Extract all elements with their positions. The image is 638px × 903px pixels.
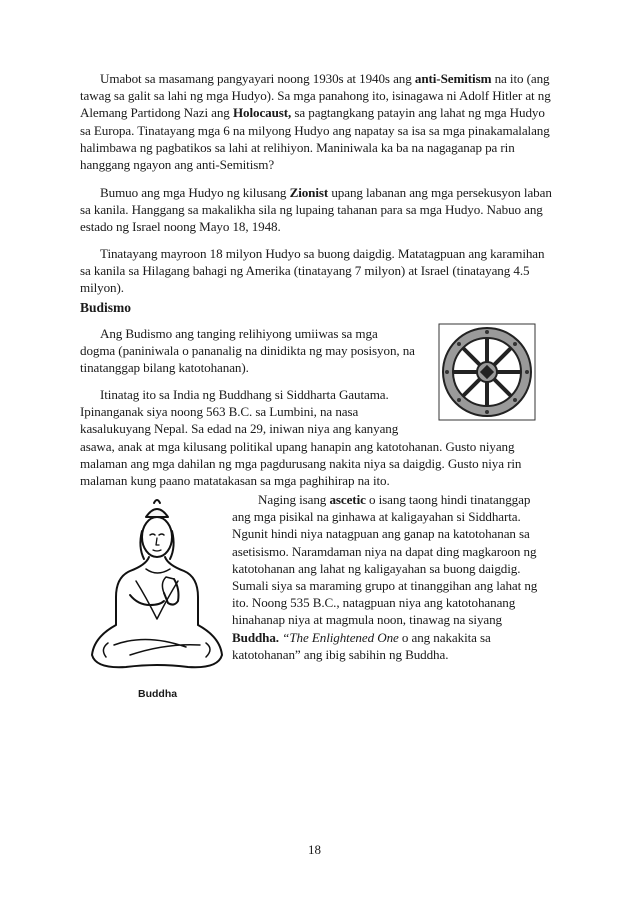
- text-line: tinatanggap bilang katotohanan).: [80, 360, 249, 376]
- text: Bumuo ang mga Hudyo ng kilusang: [100, 185, 290, 200]
- page-number: 18: [308, 842, 321, 857]
- text: Naging isang: [258, 492, 330, 507]
- paragraph-ascetic: [232, 491, 562, 663]
- paragraph-zionist: [80, 184, 558, 236]
- image-caption: Buddha: [138, 688, 178, 700]
- text: upang labanan ang mga persekusyon laban sa kanila. Hanggang sa makalikha sila ng lupaing tahanan para sa mga Hudyo. Nabuo ang estado ng Israel noong Mayo 18, 1948.: [80, 185, 552, 235]
- text-line: Ipinanganak siya noong 563 B.C. sa Lumbini, na nasa: [80, 404, 359, 420]
- buddha-robe-right: [165, 557, 198, 625]
- text-line: Ang Budismo ang tanging relihiyong umiiwas sa mga: [100, 326, 378, 341]
- text-line: dogma (paniniwala o pananalig na dinidikta ng may posisyon, na: [80, 343, 415, 359]
- buddha-topknot: [154, 500, 160, 503]
- text: Umabot sa masamang pangyayari noong 1930s at 1940s ang: [100, 71, 415, 86]
- text-line: katotohanan” ang ibig sabihin ng Buddha.: [232, 646, 449, 662]
- text-line: Sumali siya sa maraming grupo at tinanggihan ang lahat ng: [232, 578, 538, 594]
- text: sa pagtangkang patayin ang lahat ng mga Hudyo sa Europa. Tinatayang mga 6 na milyong Hudyo ang napatay sa isa sa mga pinakamalalang halimbawa ng pagbatikos sa lahi at relihiyon. Maniniwala ka ba na nagaganap pa rin hanggang ngayon ang anti-Semitism?: [80, 105, 550, 173]
- term-anti-semitism: anti-Semitism: [414, 71, 492, 86]
- term-zionist: Zionist: [289, 185, 329, 200]
- text-line: katotohanan ang lahat ng kaligayahan sa buong daigdig.: [232, 560, 521, 576]
- section-heading-budismo: Budismo: [80, 300, 132, 315]
- text-line: Itinatag ito sa India ng Buddhang si Siddharta Gautama.: [100, 387, 389, 402]
- buddha-neck-fold: [146, 569, 170, 573]
- text: o ang nakakita sa: [398, 629, 491, 645]
- text-line: hinahanap niya at magmula noon, tinawag na siyang: [232, 612, 502, 628]
- term-ascetic: ascetic: [329, 492, 366, 507]
- buddha-torso-fold: [136, 581, 178, 619]
- text-line: Ngunit hindi niya natagpuan ang ganap na katotohanan sa: [232, 526, 530, 542]
- paragraph-budismo-intro: [80, 325, 440, 377]
- buddha-crown: [146, 509, 168, 517]
- dharma-wheel-image: [437, 322, 537, 422]
- text: na ito (ang tawag sa galit sa lahi ng mga Hudyo). Sa mga panahong ito, isinagawa ni Adolf Hitler at ng Alemang Partidong Nazi ang: [80, 71, 551, 121]
- text-line: [232, 491, 562, 508]
- buddha-image: [86, 497, 228, 682]
- paragraph-anti-semitism: [80, 70, 558, 173]
- term-holocaust: Holocaust,: [232, 105, 292, 121]
- text-line: asetisismo. Naramdaman niya na dapat ding magkaroon ng: [232, 543, 537, 559]
- text: o isang taong hindi tinatanggap: [365, 492, 531, 507]
- text-line: ang mga pisikal na ginhawa at kaligayahan si Siddharta.: [232, 509, 521, 525]
- text-line: [232, 629, 562, 646]
- buddha-legs: [92, 625, 222, 667]
- text-italic: “The Enlightened One: [282, 629, 399, 645]
- buddha-robe-left: [116, 557, 149, 625]
- paragraph-population: Tinatayang mayroon 18 milyon Hudyo sa buong daigdig. Matatagpuan ang karamihan sa kanila sa Hilagang bahagi ng Amerika (tinatayang 7 milyon) at Israel (tinatayang 4.5 milyon).: [80, 246, 545, 296]
- text-line: kasalukuyang Nepal. Sa edad na 29, iniwan niya ang kanyang: [80, 421, 399, 437]
- text-line: ito. Noong 535 B.C., natagpuan niya ang katotohanang: [232, 595, 516, 611]
- text-block: asawa, anak at mga kilusang politikal upang hanapin ang katotohanan. Gusto niyang malaman ang mga dahilan ng mga pagdurusang nakita niya sa daigdig. Gusto niya rin malaman kung paano matatakasan sa mga paghihirap na ito.: [80, 438, 522, 489]
- term-buddha: Buddha.: [232, 629, 279, 645]
